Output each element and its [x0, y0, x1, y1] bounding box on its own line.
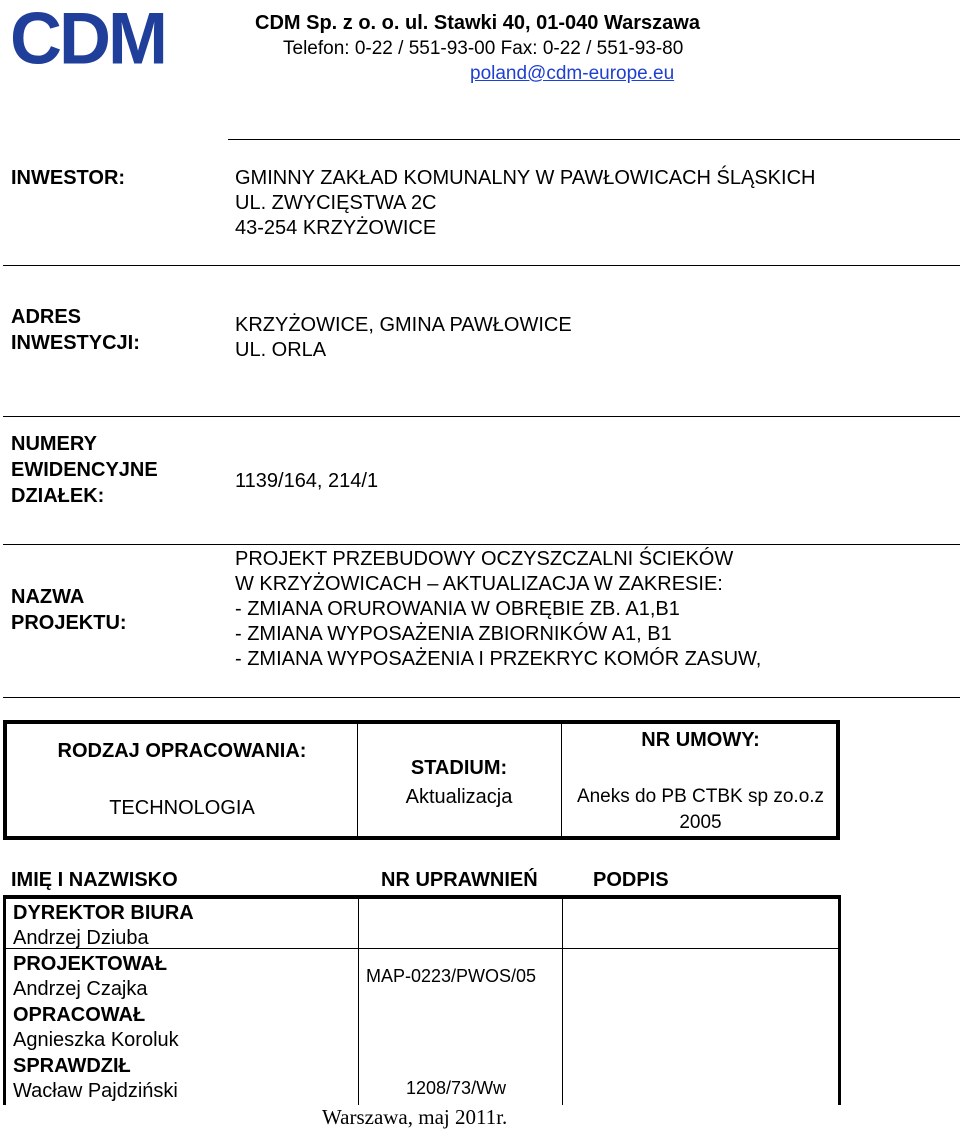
signature-table [3, 895, 841, 1105]
stage-value: Aktualizacja [405, 786, 513, 808]
divider [3, 416, 960, 417]
signature-licence: MAP-0223/PWOS/05 [366, 966, 537, 986]
signature-col-licence: NR UPRAWNIEŃ [381, 869, 538, 891]
signature-person: Agnieszka Koroluk [13, 1029, 179, 1051]
company-email-link[interactable]: poland@cdm-europe.eu [470, 63, 675, 84]
signature-role: PROJEKTOWAŁ [13, 953, 168, 975]
divider [3, 697, 960, 698]
document-type-value: TECHNOLOGIA [109, 797, 255, 819]
contract-year: 2005 [679, 812, 722, 833]
project-value: PROJEKT PRZEBUDOWY OCZYSZCZALNI ŚCIEKÓW W KRZYŻOWICACH – AKTUALIZACJA W ZAKRESIE: - ZMIANA ORUROWANIA W OBRĘBIE ZB. A1,B1 - ZMIANA WYPOSAŻENIA ZBIORNIKÓW A1, B1 - ZMIANA WYPOSAŻENIA I PRZEKRYC KOMÓR ZASUW, [235, 548, 762, 670]
contract-value: Aneks do PB CTBK sp zo.o.z [576, 786, 825, 807]
document-info-box [3, 720, 840, 840]
investor-value: GMINNY ZAKŁAD KOMUNALNY W PAWŁOWICACH ŚLĄSKICH UL. ZWYCIĘSTWA 2C 43-254 KRZYŻOWICE [235, 167, 816, 239]
signature-col-signature: PODPIS [593, 869, 669, 891]
cdm-logo: CDM [10, 0, 165, 80]
divider [228, 139, 960, 140]
table-divider [562, 899, 563, 1105]
box-divider [357, 724, 358, 836]
signature-person: Wacław Pajdziński [13, 1080, 178, 1102]
plots-value: 1139/164, 214/1 [235, 470, 379, 492]
contract-label: NR UMOWY: [641, 729, 760, 751]
signature-role: SPRAWDZIŁ [13, 1055, 131, 1077]
signature-role: DYREKTOR BIURA [13, 902, 194, 924]
table-divider [358, 899, 359, 1105]
project-label: NAZWA PROJEKTU: [11, 586, 127, 634]
company-address: CDM Sp. z o. o. ul. Stawki 40, 01-040 Warszawa [255, 12, 700, 34]
address-label: ADRES INWESTYCJI: [11, 306, 140, 354]
address-value: KRZYŻOWICE, GMINA PAWŁOWICE UL. ORLA [235, 314, 572, 361]
signature-role: OPRACOWAŁ [13, 1004, 146, 1026]
document-type-label: RODZAJ OPRACOWANIA: [57, 740, 307, 762]
signature-person: Andrzej Dziuba [13, 927, 149, 949]
signature-person: Andrzej Czajka [13, 978, 148, 1000]
signature-licence: 1208/73/Ww [406, 1078, 507, 1098]
investor-label: INWESTOR: [11, 167, 126, 189]
signature-col-name: IMIĘ I NAZWISKO [11, 869, 178, 891]
stage-label: STADIUM: [410, 757, 508, 779]
company-phone-fax: Telefon: 0-22 / 551-93-00 Fax: 0-22 / 551-93-80 [283, 38, 684, 59]
place-date: Warszawa, maj 2011r. [322, 1105, 508, 1129]
divider [3, 544, 960, 545]
plots-label: NUMERY EWIDENCYJNE DZIAŁEK: [11, 433, 158, 507]
divider [3, 265, 960, 266]
